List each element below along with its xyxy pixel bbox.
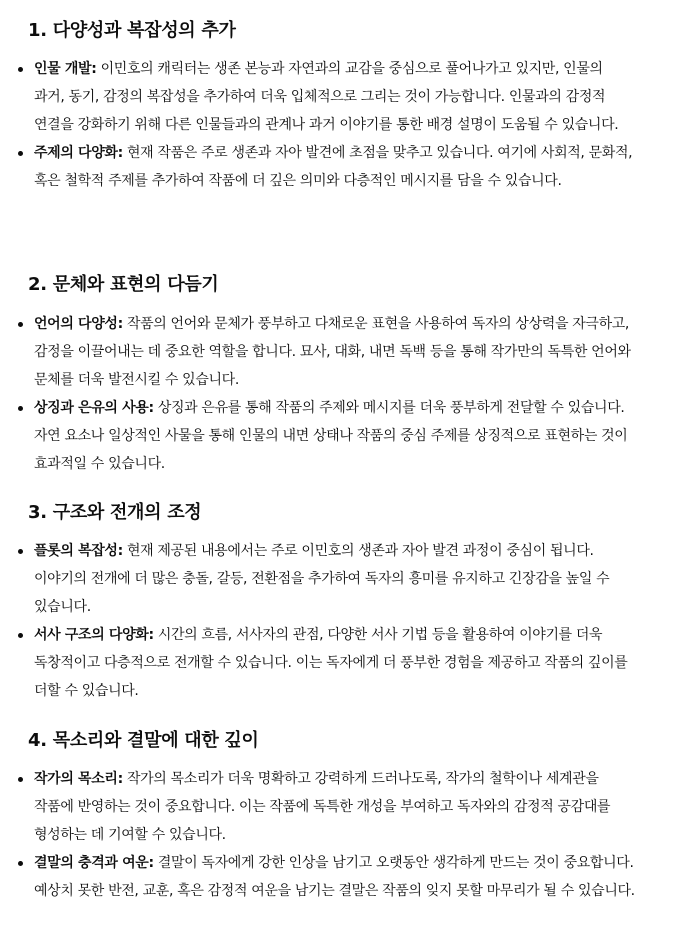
- item-term: 언어의 다양성: [34, 316, 118, 332]
- section-list-1: [0, 55, 675, 195]
- list-item: 플롯의 복잡성: 현재 제공된 내용에서는 주로 이민호의 생존과 자아 발견 과정이 중심이 됩니다. 이야기의 전개에 더 많은 충돌, 갈등, 전환점을 추가하여 독자의 흥미를 유지하고 긴장감을 높일 수 있습니다.: [0, 537, 675, 621]
- bullet-icon: [18, 151, 23, 156]
- section-heading-2: 2. 문체와 표현의 다듬기: [28, 274, 219, 295]
- list-item: 언어의 다양성: 작품의 언어와 문체가 풍부하고 다채로운 표현을 사용하여 독자의 상상력을 자극하고, 감정을 이끌어내는 데 중요한 역할을 합니다. 묘사, 대화, 내면 독백 등을 통해 작가만의 독특한 언어와 문체를 더욱 발전시킬 수 있습니다.: [0, 310, 675, 394]
- item-text: 시간의 흐름, 서사자의 관점, 다양한 서사 기법 등을 활용하여 이야기를 더욱 독창적이고 다층적으로 전개할 수 있습니다. 이는 독자에게 더 풍부한 경험을 제공하고 작품의 깊이를 더할 수 있습니다.: [34, 627, 628, 699]
- bullet-icon: [18, 633, 23, 638]
- section-list-3: [0, 537, 675, 705]
- item-text: 상징과 은유를 통해 작품의 주제와 메시지를 더욱 풍부하게 전달할 수 있습니다. 자연 요소나 일상적인 사물을 통해 인물의 내면 상태나 작품의 중심 주제를 상징적으로 표현하는 것이 효과적일 수 있습니다.: [34, 400, 628, 472]
- section-heading-3: 3. 구조와 전개의 조정: [28, 502, 202, 523]
- item-text: 현재 제공된 내용에서는 주로 이민호의 생존과 자아 발견 과정이 중심이 됩니다. 이야기의 전개에 더 많은 충돌, 갈등, 전환점을 추가하여 독자의 흥미를 유지하고 긴장감을 높일 수 있습니다.: [34, 543, 610, 615]
- list-item: 상징과 은유의 사용: 상징과 은유를 통해 작품의 주제와 메시지를 더욱 풍부하게 전달할 수 있습니다. 자연 요소나 일상적인 사물을 통해 인물의 내면 상태나 작품의 중심 주제를 상징적으로 표현하는 것이 효과적일 수 있습니다.: [0, 394, 675, 478]
- list-item: 주제의 다양화: 현재 작품은 주로 생존과 자아 발견에 초점을 맞추고 있습니다. 여기에 사회적, 문화적, 혹은 철학적 주제를 추가하여 작품에 더 깊은 의미와 다층적인 메시지를 담을 수 있습니다.: [0, 139, 675, 195]
- item-text: 이민호의 캐릭터는 생존 본능과 자연과의 교감을 중심으로 풀어나가고 있지만, 인물의 과거, 동기, 감정의 복잡성을 추가하여 더욱 입체적으로 그리는 것이 가능합니다. 인물과의 감정적 연결을 강화하기 위해 다른 인물들과의 관계나 과거 이야기를 통한 배경 설명이 도움될 수 있습니다.: [34, 61, 619, 133]
- item-term: 인물 개발: [34, 61, 92, 77]
- list-item: 결말의 충격과 여운: 결말이 독자에게 강한 인상을 남기고 오랫동안 생각하게 만드는 것이 중요합니다. 예상치 못한 반전, 교훈, 혹은 감정적 여운을 남기는 결말은 작품의 잊지 못할 마무리가 될 수 있습니다.: [0, 849, 675, 905]
- list-item: 작가의 목소리: 작가의 목소리가 더욱 명확하고 강력하게 드러나도록, 작가의 철학이나 세계관을 작품에 반영하는 것이 중요합니다. 이는 작품에 독특한 개성을 부여하고 독자와의 감정적 공감대를 형성하는 데 기여할 수 있습니다.: [0, 765, 675, 849]
- item-text: 작가의 목소리가 더욱 명확하고 강력하게 드러나도록, 작가의 철학이나 세계관을 작품에 반영하는 것이 중요합니다. 이는 작품에 독특한 개성을 부여하고 독자와의 감정적 공감대를 형성하는 데 기여할 수 있습니다.: [34, 771, 611, 843]
- item-text: 현재 작품은 주로 생존과 자아 발견에 초점을 맞추고 있습니다. 여기에 사회적, 문화적, 혹은 철학적 주제를 추가하여 작품에 더 깊은 의미와 다층적인 메시지를 담을 수 있습니다.: [34, 145, 633, 189]
- bullet-icon: [18, 67, 23, 72]
- section-heading-4: 4. 목소리와 결말에 대한 깊이: [28, 730, 259, 751]
- list-item: 서사 구조의 다양화: 시간의 흐름, 서사자의 관점, 다양한 서사 기법 등을 활용하여 이야기를 더욱 독창적이고 다층적으로 전개할 수 있습니다. 이는 독자에게 더 풍부한 경험을 제공하고 작품의 깊이를 더할 수 있습니다.: [0, 621, 675, 705]
- bullet-icon: [18, 549, 23, 554]
- bullet-icon: [18, 861, 23, 866]
- item-text: 결말이 독자에게 강한 인상을 남기고 오랫동안 생각하게 만드는 것이 중요합니다. 예상치 못한 반전, 교훈, 혹은 감정적 여운을 남기는 결말은 작품의 잊지 못할 마무리가 될 수 있습니다.: [34, 855, 635, 899]
- bullet-icon: [18, 777, 23, 782]
- section-list-2: [0, 310, 675, 478]
- item-text: 작품의 언어와 문체가 풍부하고 다채로운 표현을 사용하여 독자의 상상력을 자극하고, 감정을 이끌어내는 데 중요한 역할을 합니다. 묘사, 대화, 내면 독백 등을 통해 작가만의 독특한 언어와 문체를 더욱 발전시킬 수 있습니다.: [34, 316, 631, 388]
- bullet-icon: [18, 406, 23, 411]
- section-heading-1: 1. 다양성과 복잡성의 추가: [28, 20, 236, 41]
- item-term: 상징과 은유의 사용: [34, 400, 149, 416]
- section-list-4: [0, 765, 675, 905]
- item-term: 플롯의 복잡성: [34, 543, 118, 559]
- item-term: 서사 구조의 다양화: [34, 627, 149, 643]
- item-term: 결말의 충격과 여운: [34, 855, 149, 871]
- list-item: 인물 개발: 이민호의 캐릭터는 생존 본능과 자연과의 교감을 중심으로 풀어나가고 있지만, 인물의 과거, 동기, 감정의 복잡성을 추가하여 더욱 입체적으로 그리는 것이 가능합니다. 인물과의 감정적 연결을 강화하기 위해 다른 인물들과의 관계나 과거 이야기를 통한 배경 설명이 도움될 수 있습니다.: [0, 55, 675, 139]
- item-term: 주제의 다양화: [34, 145, 118, 161]
- item-term: 작가의 목소리: [34, 771, 118, 787]
- bullet-icon: [18, 322, 23, 327]
